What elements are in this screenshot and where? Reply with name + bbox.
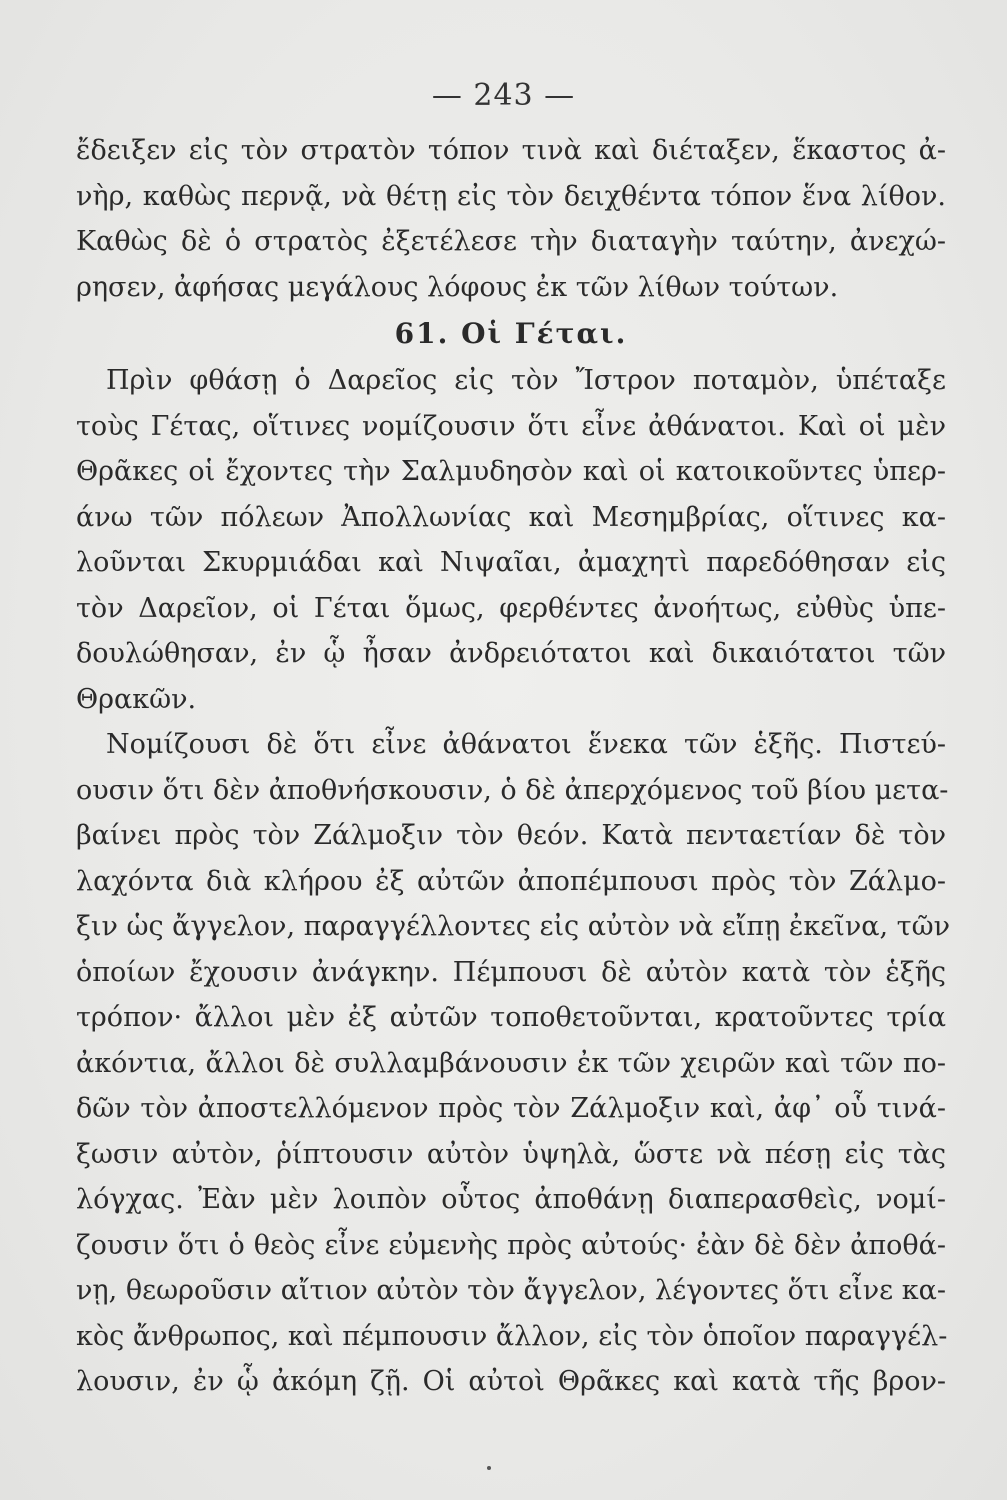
text-line: ρησεν, ἀφήσας μεγάλους λόφους ἐκ τῶν λίθων τούτων. xyxy=(76,271,839,303)
text-line: Νομίζουσι δὲ ὅτι εἶνε ἀθάνατοι ἕνεκα τῶν ἑξῆς. Πιστεύ- xyxy=(106,729,946,760)
body-text xyxy=(76,128,951,1405)
page-number: — 243 — xyxy=(431,78,576,113)
section-heading: 61. Οἱ Γέται. xyxy=(394,317,628,350)
text-line: λοῦνται Σκυρμιάδαι καὶ Νιψαῖαι, ἀμαχητὶ παρεδόθησαν εἰς xyxy=(76,547,946,578)
text-line: άνω τῶν πόλεων Ἀπολλωνίας καὶ Μεσημβρίας, οἵτινες κα- xyxy=(76,501,946,533)
text-line: τὸν Δαρεῖον, οἱ Γέται ὅμως, φερθέντες ἀνοήτως, εὐθὺς ὑπε- xyxy=(76,592,946,624)
page-speck xyxy=(487,1466,491,1470)
text-line: τοὺς Γέτας, οἵτινες νομίζουσιν ὅτι εἶνε ἀθάνατοι. Καὶ οἱ μὲν xyxy=(76,410,946,442)
text-line: Πρὶν φθάσῃ ὁ Δαρεῖος εἰς τὸν Ἴστρον ποταμὸν, ὑπέταξε xyxy=(106,365,946,396)
text-line: Καθὼς δὲ ὁ στρατὸς ἐξετέλεσε τὴν διαταγὴν ταύτην, ἀνεχώ- xyxy=(76,226,946,257)
text-line: ουσιν ὅτι δὲν ἀποθνήσκουσιν, ὁ δὲ ἀπερχόμενος τοῦ βίου μετα- xyxy=(76,774,949,806)
text-line: ὁποίων ἔχουσιν ἀνάγκην. Πέμπουσι δὲ αὐτὸν κατὰ τὸν ἑξῆς xyxy=(76,956,946,988)
text-line: ζουσιν ὅτι ὁ θεὸς εἶνε εὐμενὴς πρὸς αὐτούς· ἐὰν δὲ δὲν ἀποθά- xyxy=(76,1229,946,1261)
text-line: λόγχας. Ἐὰν μὲν λοιπὸν οὗτος ἀποθάνῃ διαπερασθεὶς, νομί- xyxy=(76,1184,946,1215)
text-line: δουλώθησαν, ἐν ᾧ ἦσαν ἀνδρειότατοι καὶ δικαιότατοι τῶν xyxy=(76,638,946,669)
text-line: ἀκόντια, ἄλλοι δὲ συλλαμβάνουσιν ἐκ τῶν χειρῶν καὶ τῶν πο- xyxy=(76,1047,946,1079)
text-line: ξωσιν αὐτὸν, ῥίπτουσιν αὐτὸν ὑψηλὰ, ὥστε νὰ πέσῃ εἰς τὰς xyxy=(76,1138,946,1170)
text-line: Θρακῶν. xyxy=(76,683,197,715)
text-line: δῶν τὸν ἀποστελλόμενον πρὸς τὸν Ζάλμοξιν καὶ, ἀφ᾽ οὗ τινά- xyxy=(76,1093,946,1124)
text-line: ξιν ὡς ἄγγελον, παραγγέλλοντες εἰς αὐτὸν νὰ εἴπῃ ἐκεῖνα, τῶν xyxy=(76,911,951,942)
text-line: λουσιν, ἐν ᾧ ἀκόμη ζῇ. Οἱ αὐτοὶ Θρᾶκες καὶ κατὰ τῆς βρον- xyxy=(76,1366,946,1397)
text-line: Θρᾶκες οἱ ἔχοντες τὴν Σαλμυδησὸν καὶ οἱ κατοικοῦντες ὑπερ- xyxy=(76,456,946,487)
text-line: νὴρ, καθὼς περνᾷ, νὰ θέτῃ εἰς τὸν δειχθέντα τόπον ἕνα λίθον. xyxy=(76,180,946,212)
text-line: βαίνει πρὸς τὸν Ζάλμοξιν τὸν θεόν. Κατὰ πενταετίαν δὲ τὸν xyxy=(76,820,946,851)
text-line: τρόπον· ἄλλοι μὲν ἐξ αὐτῶν τοποθετοῦνται, κρατοῦντες τρία xyxy=(76,1002,946,1033)
text-line: λαχόντα διὰ κλήρου ἐξ αὐτῶν ἀποπέμπουσι πρὸς τὸν Ζάλμο- xyxy=(76,865,946,897)
text-line: κὸς ἄνθρωπος, καὶ πέμπουσιν ἄλλον, εἰς τὸν ὁποῖον παραγγέλ- xyxy=(76,1320,948,1352)
text-line: νῃ, θεωροῦσιν αἴτιον αὐτὸν τὸν ἄγγελον, λέγοντες ὅτι εἶνε κα- xyxy=(76,1275,946,1306)
text-line: ἔδειξεν εἰς τὸν στρατὸν τόπον τινὰ καὶ διέταξεν, ἕκαστος ἀ- xyxy=(76,135,946,166)
